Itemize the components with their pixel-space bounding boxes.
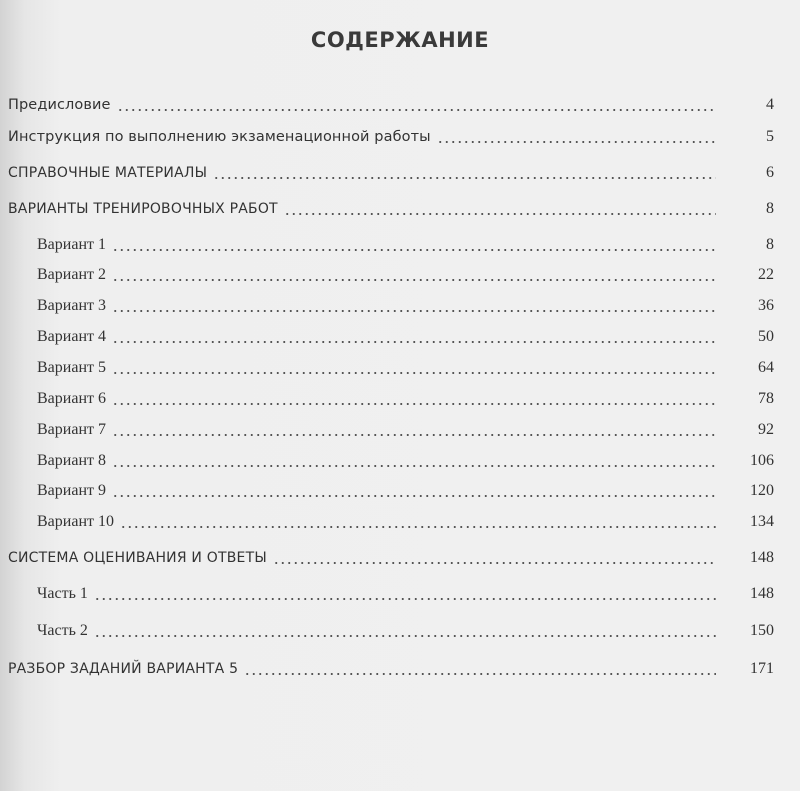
toc-entry-variant-4: [0, 318, 800, 346]
toc-page-number: 4: [766, 96, 774, 113]
dot-leader: [94, 598, 716, 600]
dot-leader: [437, 141, 716, 143]
toc-page-number: 22: [758, 266, 774, 283]
toc-page-number: 120: [750, 482, 774, 499]
toc-entry-label: Вариант 4: [37, 328, 106, 345]
toc-page-number: 171: [750, 660, 774, 677]
toc-entry-part-1: [0, 575, 800, 603]
toc-entry-label: Вариант 5: [37, 359, 106, 376]
toc-entry-label: СИСТЕМА ОЦЕНИВАНИЯ И ОТВЕТЫ: [8, 550, 267, 566]
toc-entry-label: Вариант 1: [37, 236, 106, 253]
toc-page-number: 106: [750, 452, 774, 469]
toc-page-number: 148: [750, 549, 774, 566]
dot-leader: [273, 562, 716, 564]
toc-entry-variant-6: [0, 380, 800, 408]
dot-leader: [244, 673, 716, 675]
dot-leader: [94, 635, 716, 637]
toc-page-number: 36: [758, 297, 774, 314]
toc-page-number: 134: [750, 513, 774, 530]
dot-leader: [213, 177, 716, 179]
dot-leader: [112, 434, 716, 436]
dot-leader: [112, 279, 716, 281]
toc-entry-label: Вариант 10: [37, 513, 114, 530]
toc-entry-part-2: [0, 612, 800, 640]
dot-leader: [112, 310, 716, 312]
dot-leader: [112, 495, 716, 497]
toc-entry-label: ВАРИАНТЫ ТРЕНИРОВОЧНЫХ РАБОТ: [8, 201, 278, 217]
toc-entry-label: Часть 2: [37, 622, 88, 639]
toc-entry-variant-2: [0, 256, 800, 284]
toc-page-number: 8: [766, 200, 774, 217]
toc-entry-label: Инструкция по выполнению экзаменационной работы: [8, 129, 431, 145]
toc-page-number: 64: [758, 359, 774, 376]
toc-entry-preface: [0, 86, 800, 114]
toc-page-number: 78: [758, 390, 774, 407]
dot-leader: [112, 249, 716, 251]
toc-entry-variant-9: [0, 472, 800, 500]
toc-entry-label: Вариант 9: [37, 482, 106, 499]
toc-entry-training-variants: [0, 190, 800, 218]
toc-page-number: 5: [766, 128, 774, 145]
toc-page-number: 6: [766, 164, 774, 181]
toc-entry-variant-5: [0, 349, 800, 377]
toc-entry-label: Вариант 7: [37, 421, 106, 438]
toc-entry-label: СПРАВОЧНЫЕ МАТЕРИАЛЫ: [8, 165, 208, 181]
toc-page-number: 92: [758, 421, 774, 438]
toc-entry-variant-8: [0, 442, 800, 470]
dot-leader: [117, 109, 716, 111]
toc-entry-grading-and-answers: [0, 539, 800, 567]
toc-entry-instructions: [0, 118, 800, 146]
toc-entry-label: Предисловие: [8, 97, 111, 113]
toc-entry-variant-10: [0, 503, 800, 531]
toc-page-number: 150: [750, 622, 774, 639]
page-title: СОДЕРЖАНИЕ: [310, 28, 490, 52]
dot-leader: [112, 465, 716, 467]
toc-entry-label: Вариант 8: [37, 452, 106, 469]
toc-page-number: 8: [766, 236, 774, 253]
toc-page-number: 50: [758, 328, 774, 345]
toc-entry-label: Вариант 3: [37, 297, 106, 314]
toc-entry-variant-1: [0, 226, 800, 254]
toc-entry-variant-5-analysis: [0, 650, 800, 678]
toc-entry-variant-3: [0, 287, 800, 315]
toc-entry-variant-7: [0, 411, 800, 439]
dot-leader: [112, 403, 716, 405]
toc-entry-label: Часть 1: [37, 585, 88, 602]
toc-entry-label: Вариант 6: [37, 390, 106, 407]
dot-leader: [112, 341, 716, 343]
dot-leader: [284, 213, 716, 215]
toc-entry-label: Вариант 2: [37, 266, 106, 283]
toc-entry-reference-materials: [0, 154, 800, 182]
toc-entry-label: РАЗБОР ЗАДАНИЙ ВАРИАНТА 5: [8, 661, 239, 677]
dot-leader: [112, 372, 716, 374]
dot-leader: [120, 526, 716, 528]
toc-page-number: 148: [750, 585, 774, 602]
